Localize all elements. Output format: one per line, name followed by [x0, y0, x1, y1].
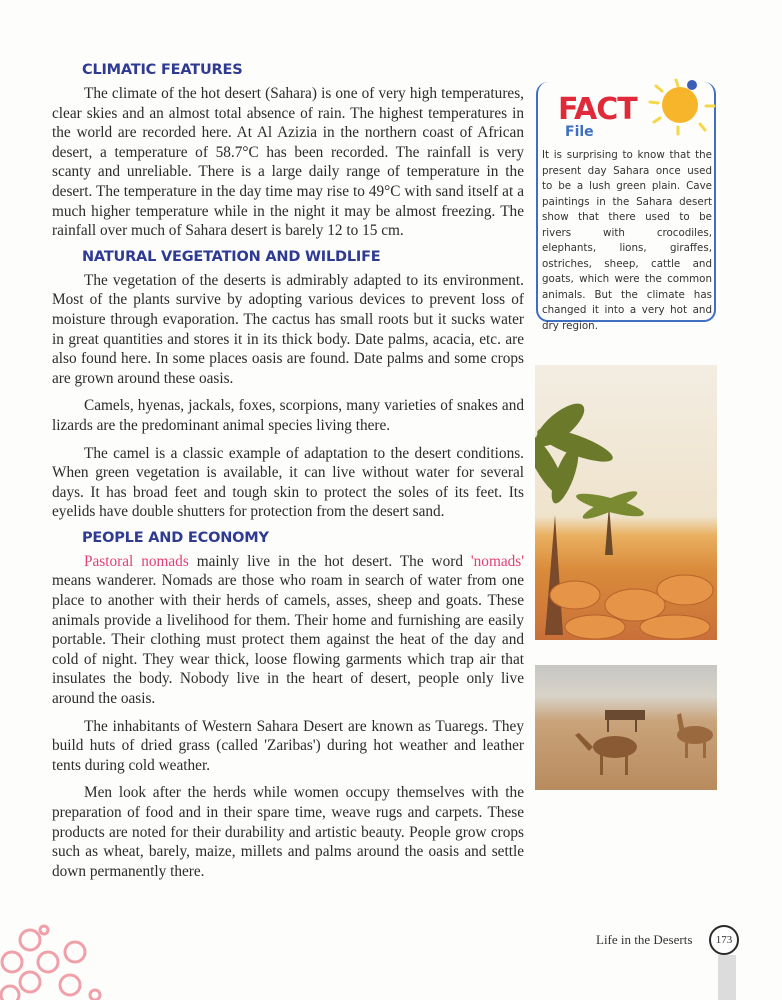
- heading-vegetation-wildlife: NATURAL VEGETATION AND WILDLIFE: [82, 248, 381, 265]
- page-tab-strip: [718, 955, 736, 1000]
- decorative-circles: [0, 910, 110, 1000]
- heading-people-economy: PEOPLE AND ECONOMY: [82, 529, 269, 546]
- heading-climatic-features: CLIMATIC FEATURES: [82, 62, 243, 78]
- paragraph: [52, 552, 524, 709]
- fact-subtitle: File: [565, 124, 594, 140]
- fact-title: FACT: [558, 92, 637, 127]
- paragraph: Camels, hyenas, jackals, foxes, scorpions, many varieties of snakes and lizards are the predominant animal species living there.: [52, 397, 524, 434]
- text: means wanderer. Nomads are those who roam in search of water from one place to another with their herds of camels, asses, sheep and goats. These animals provide a livelihood for them. Their home and furnishing are easily portable. Their clothing must protect them against the heat of the day and cold of night. They wear thick, loose flowing garments which trap air that insulates the body. Nobody live in the heart of desert, people only live around the oasis.: [52, 572, 524, 708]
- paragraph: The camel is a classic example of adaptation to the desert conditions. When green vegetation is available, it can live without water for several days. It has broad feet and tough skin to protect the soles of its feet. Its eyelids have double shutters for protection from the desert sand.: [52, 444, 524, 521]
- paragraph: The climate of the hot desert (Sahara) is one of very high temperatures, clear skies and an almost total absence of rain. The highest temperatures in the world are recorded here. At Al Azizia in the northern coast of African desert, a temperature of 58.7°C has been recorded. The rainfall is very scanty and unreliable. There is a large daily range of temperature in the desert. The temperature in the day time may rise to 49°C with sand itself at a much higher temperature while in the night it may be almost freezing. The rainfall over much of Sahara desert is barely 12 to 15 cm.: [52, 85, 524, 240]
- paragraph: The vegetation of the deserts is admirably adapted to its environment. Most of the plants survive by adopting various devices to prevent loss of moisture through evaporation. The cactus has small roots but it sucks water in great quantities and stores it in its thick body. Date palms, acacia, etc. are also found here. In some places oasis are found. Date palms and some crops are grown around these oasis.: [52, 271, 524, 387]
- photo-date-palms-oasis: [535, 365, 717, 640]
- sun-icon: [640, 72, 720, 142]
- text: mainly live in the hot desert. The word: [188, 552, 471, 570]
- page-number: 173: [709, 925, 739, 955]
- paragraph: Men look after the herds while women occupy themselves with the preparation of food and in their spare time, weave rugs and carpets. These products are noted for their durability and artistic beauty. People grow crops such as wheat, barely, maize, millets and palms around the oasis and settle down permanently there.: [52, 784, 524, 880]
- chapter-title-footer: Life in the Deserts: [596, 932, 693, 947]
- term-nomads: 'nomads': [470, 552, 525, 570]
- main-text-column: [52, 62, 524, 889]
- photo-camels-desert: [535, 665, 717, 790]
- term-pastoral-nomads: Pastoral nomads: [84, 552, 189, 570]
- fact-text: It is surprising to know that the present day Sahara once used to be a lush green plain. Cave paintings in the Sahara desert show that there used to be rivers with crocodiles, elephants, lions, giraffes, ostriches, sheep, cattle and goats, which were the common animals. But the climate has changed it into a very hot and dry region.: [542, 149, 712, 332]
- paragraph: The inhabitants of Western Sahara Desert are known as Tuaregs. They build huts of dried grass (called 'Zaribas') during hot weather and leather tents during cold weather.: [52, 717, 524, 774]
